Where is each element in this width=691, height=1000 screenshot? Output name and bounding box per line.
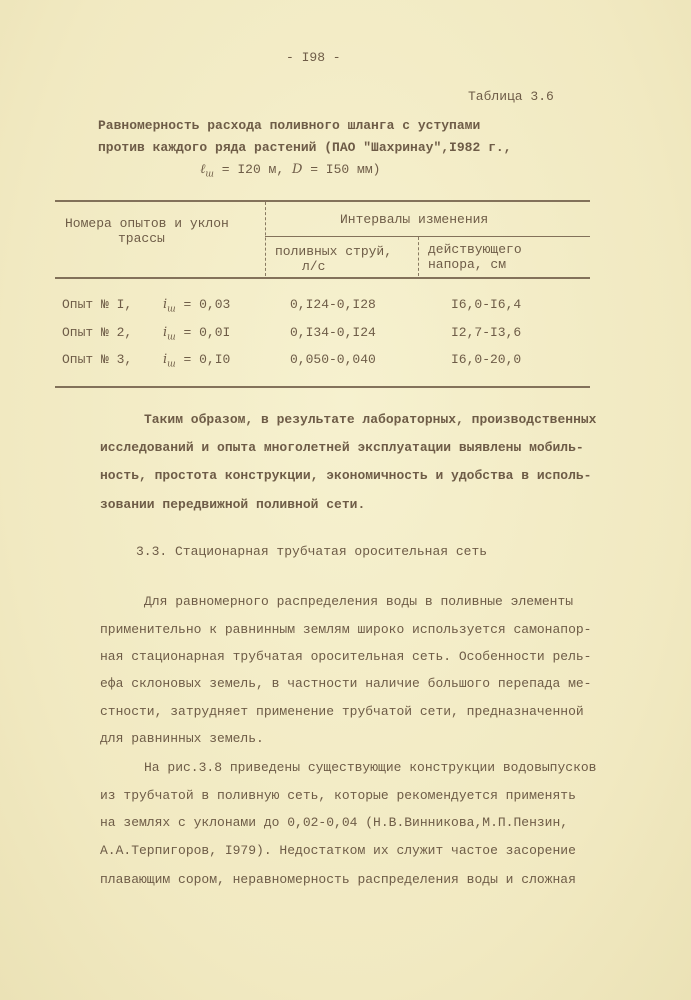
- text-line: ная стационарная трубчатая оросительная сеть. Особенности рель-: [100, 649, 592, 664]
- header-subrule: [265, 236, 590, 237]
- length-subscript: ш: [205, 169, 214, 180]
- pressure-cell: I6,0-I6,4: [451, 297, 522, 312]
- text-line: плавающим сором, неравномерность распределения воды и сложная: [100, 872, 576, 887]
- text-line: А.А.Терпигоров, I979). Недостатком их служит частое засорение: [100, 843, 576, 858]
- text-line: На рис.3.8 приведены существующие конструкции водовыпусков: [144, 760, 597, 775]
- header-col3: напора, см: [428, 257, 507, 272]
- jets-cell: 0,I34-0,I24: [290, 325, 376, 340]
- experiment-cell: Опыт № 2,: [62, 325, 133, 340]
- column-divider: [265, 202, 267, 276]
- slope-value: = 0,I0: [175, 352, 231, 367]
- slope-subscript: ш: [167, 332, 176, 343]
- text-line: из трубчатой в поливную сеть, которые рекомендуется применять: [100, 788, 576, 803]
- pressure-cell: I6,0-20,0: [451, 352, 522, 367]
- header-group: Интервалы изменения: [340, 212, 489, 227]
- table-label: Таблица 3.6: [468, 89, 554, 104]
- section-heading: 3.3. Стационарная трубчатая оросительная сеть: [136, 544, 488, 559]
- text-line: на землях с уклонами до 0,02-0,04 (Н.В.Винникова,М.П.Пензин,: [100, 815, 569, 830]
- header-col3: действующего: [428, 242, 522, 257]
- length-value: = I20 м,: [213, 162, 292, 177]
- text-line: исследований и опыта многолетней эксплуатации выявлены мобиль-: [100, 440, 584, 455]
- slope-subscript: ш: [167, 304, 176, 315]
- text-line: применительно к равнинным землям широко используется самонапор-: [100, 622, 592, 637]
- slope-subscript: ш: [167, 359, 176, 370]
- text-line: Таким образом, в результате лабораторных, производственных: [144, 412, 597, 427]
- length-symbol: ℓ: [200, 162, 206, 177]
- header-col1: трассы: [118, 231, 165, 246]
- page-number: - I98 -: [286, 50, 341, 65]
- experiment-cell: Опыт № I,: [62, 297, 133, 312]
- table-caption-params: [200, 162, 380, 183]
- jets-cell: 0,I24-0,I28: [290, 297, 376, 312]
- slope-cell: [163, 352, 230, 373]
- text-line: зовании передвижной поливной сети.: [100, 497, 366, 512]
- text-line: Для равномерного распределения воды в поливные элементы: [144, 594, 574, 609]
- experiment-cell: Опыт № 3,: [62, 352, 133, 367]
- header-col2: л/с: [302, 259, 326, 274]
- slope-value: = 0,0I: [175, 325, 231, 340]
- jets-cell: 0,050-0,040: [290, 352, 376, 367]
- diameter-symbol: D: [291, 162, 303, 177]
- slope-symbol: i: [163, 297, 168, 312]
- slope-symbol: i: [163, 352, 168, 367]
- table-caption-line: Равномерность расхода поливного шланга с уступами: [98, 118, 481, 133]
- table-top-rule: [55, 200, 590, 202]
- text-line: для равнинных земель.: [100, 731, 264, 746]
- header-col1: Номера опытов и уклон: [65, 216, 229, 231]
- text-line: стности, затрудняет применение трубчатой сети, предназначенной: [100, 704, 584, 719]
- column-divider: [418, 237, 420, 276]
- header-bottom-rule: [55, 277, 590, 279]
- slope-cell: [163, 297, 230, 318]
- slope-value: = 0,03: [175, 297, 231, 312]
- pressure-cell: I2,7-I3,6: [451, 325, 522, 340]
- table-caption-line: против каждого ряда растений (ПАО "Шахринау",I982 г.,: [98, 140, 512, 155]
- table-bottom-rule: [55, 386, 590, 388]
- slope-cell: [163, 325, 230, 346]
- header-col2: поливных струй,: [275, 244, 393, 259]
- text-line: ность, простота конструкции, экономичность и удобства в исполь-: [100, 468, 592, 483]
- text-line: ефа склоновых земель, в частности наличие большого перепада ме-: [100, 676, 592, 691]
- slope-symbol: i: [163, 325, 168, 340]
- diameter-value: = I50 мм): [302, 162, 381, 177]
